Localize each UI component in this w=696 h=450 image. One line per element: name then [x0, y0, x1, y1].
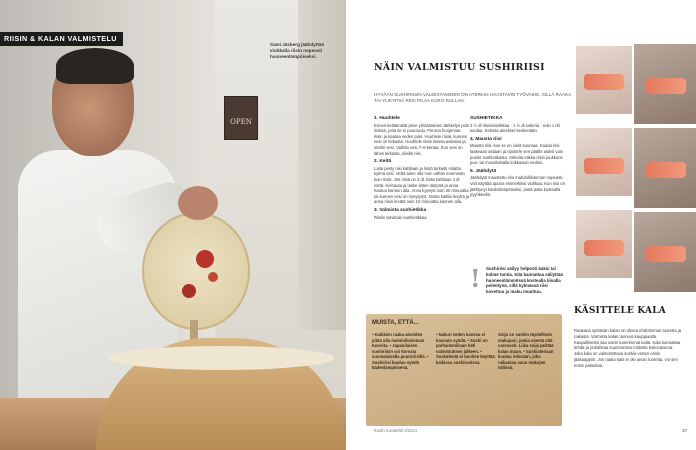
salmon-fillet	[646, 162, 686, 178]
publication-footer: Kodin Kuvalehti 3/2014	[374, 428, 418, 433]
chef-hand	[178, 186, 218, 220]
salmon-fillet	[584, 158, 624, 174]
reminder-title: MUISTA, ETTÄ...	[372, 320, 419, 326]
step-text: Jäähdytä maustettu riisi mahdollisimman nopeasti. Voit käyttää apuna esimerkiksi viuhkaa. Kun riisi on jäähtynyt kädenlämpöiseksi, peitä astia kostealla pyyhkeellä.	[470, 175, 565, 198]
fish-step-photos	[576, 44, 696, 294]
article-intro: HYVÄÄN SUSHIRIISIN VALMISTAMINEN ON ATERIAN HAASTAVIN TYÖVAIHE, SILLÄ RAAKA TAI YLIKYPSÄ RIISI PILAA KOKO RULLAN.	[374, 92, 571, 103]
warning-text: Sushiriisi säilyy helposti kaksi tai kolme tuntia. Sitä kannattaa säilyttää huoneenlämmössä kostealla liinalla peitettynä, sillä kylmässä riisi kovettuu ja maku muuttuu.	[486, 266, 563, 295]
reminder-column: Soija on sushin täydellinen makupari, jonka säestä sitä varovasti. Liika soija peittää kalan maun. • Sushiateriaan kuuluu inkivääri, joka raikastaa suun makujen välissä.	[498, 332, 554, 370]
rice-in-tub	[108, 346, 334, 370]
fan-flower-icon	[196, 250, 214, 268]
open-sign-text: OPEN	[230, 118, 252, 126]
step-title: 2. Keitä	[374, 159, 392, 165]
photo-caption: Sami Jäsberg jäähdyttää viuhkalla riisin nopeasti huoneenlämpöiseksi.	[270, 42, 324, 59]
fish-cutting-photo	[634, 128, 696, 208]
step-text: Riisiin tarvitaan sushietikkaa.	[374, 214, 428, 220]
step-title: 5. Jäähdytä	[470, 168, 497, 174]
fish-section-title: KÄSITTELE KALA	[574, 306, 666, 316]
salmon-fillet	[646, 246, 686, 262]
section-label: RIISIN & KALAN VALMISTELU	[0, 32, 123, 46]
fish-photo	[576, 128, 632, 196]
page-number: 37	[682, 428, 688, 433]
article-title: NÄIN VALMISTUU SUSHIRIISI	[374, 62, 545, 73]
step-title: 3. Valmista sushietikka	[374, 207, 427, 213]
steps-column-a	[374, 114, 470, 223]
fish-photo	[576, 46, 632, 114]
salmon-fillet	[584, 240, 624, 256]
chef-hair	[56, 48, 134, 84]
paper-fan	[142, 212, 250, 330]
step-title: SUSHIETIKKA	[470, 116, 503, 121]
fish-cutting-photo	[634, 44, 696, 124]
exclamation-icon: !	[470, 264, 481, 293]
step-text: Ennen keittämistä pese ylimääräinen tärkkelys pois riisistä, jotta se ei puuroudu. Peruna huojentaa riisin ja kaataa veden pois. Huuhtele riisiä, kunnes vesi on kirkasta. Huuhtele riisiä isossa astiassa ja siivilöi vesi. Vaihda vesi 7–8 kertaa. Kun vesi on lähes kirkasta, siivilöi riisi.	[374, 122, 469, 156]
fish-section-text: Raakana syötävän kalan on oltava ehdottoman tuoretta ja raikasta. Varmista kalan tuoreus kauppiaalta. Kaupallisesta saa usein tuoreimmat kalat. Kala kannattaa tehdä ja puhdistaa suurimmista roskista kokonaisena. Joka kala on valmistettava sushia varten ensin jääkaappiin. Jos raaka kala ei ole aivan tuoretta, voi sen ensin pakastaa.	[574, 328, 682, 368]
warning-callout	[470, 262, 566, 304]
reminder-column: • Nakuri veden kanssa ei kannata syödä. • Sushi on parhaimmillaan heti valmistuksen jälkeen. • Suolalientä ei tarvitse käyttää kaikissa sushiruoissa.	[436, 332, 495, 365]
step-text: Mausta riisi, kun se on vielä kuumaa. Kaada riisi laakeaan astiaan ja ripottele sen päälle aluksi vain puolet sushietikasta. Sekoita etikka riisin joukkoon puu- tai muovilastalla leikkaavin vedoin.	[470, 143, 564, 166]
fish-cutting-photo	[634, 212, 696, 292]
salmon-fillet	[584, 74, 624, 90]
fan-flower-icon	[182, 284, 196, 298]
step-title: 1. Huuhtele	[374, 116, 400, 121]
steps-column-b	[470, 114, 566, 201]
step-title: 4. Mausta riisi	[470, 136, 502, 142]
step-text: 2 ½ dl riisiviinietikkaa · 1 ½ dl sokeria · reilu 1 rkl suolaa. Sekoita ainekset keskenään.	[470, 122, 560, 134]
reminder-box	[366, 314, 562, 426]
fan-flower-icon	[208, 272, 218, 282]
fish-photo	[576, 210, 632, 278]
chef-photo	[0, 0, 346, 450]
salmon-fillet	[646, 78, 686, 94]
reminder-column: • Kaikkien raaka-aineiden pitää olla mahdollisimman tuoreita. • Japanilaisen sushiriisin voi korvata suomalaisella puuroriisillä. • Sushiriisi kuuluu syödä kädenlämpöisenä.	[372, 332, 429, 370]
step-text: Laita pesty riisi kattilaan ja lisää tarkasti mitattu kylmä vesi. Vettä tulee olla noin vähän enemmän kuin riisiä. Jos riisiä on 3 dl, lisää kattilaan 4 dl vettä. Kiehauta ja laske sitten lämpöä ja anna hautua kannen alla. Anna kypsyä noin 20 minuuttia tai kunnes vesi on imeytynyt. Nosta kattila levyltä ja anna riisin levätä noin 10 minuuttia kannen alla.	[374, 165, 470, 205]
